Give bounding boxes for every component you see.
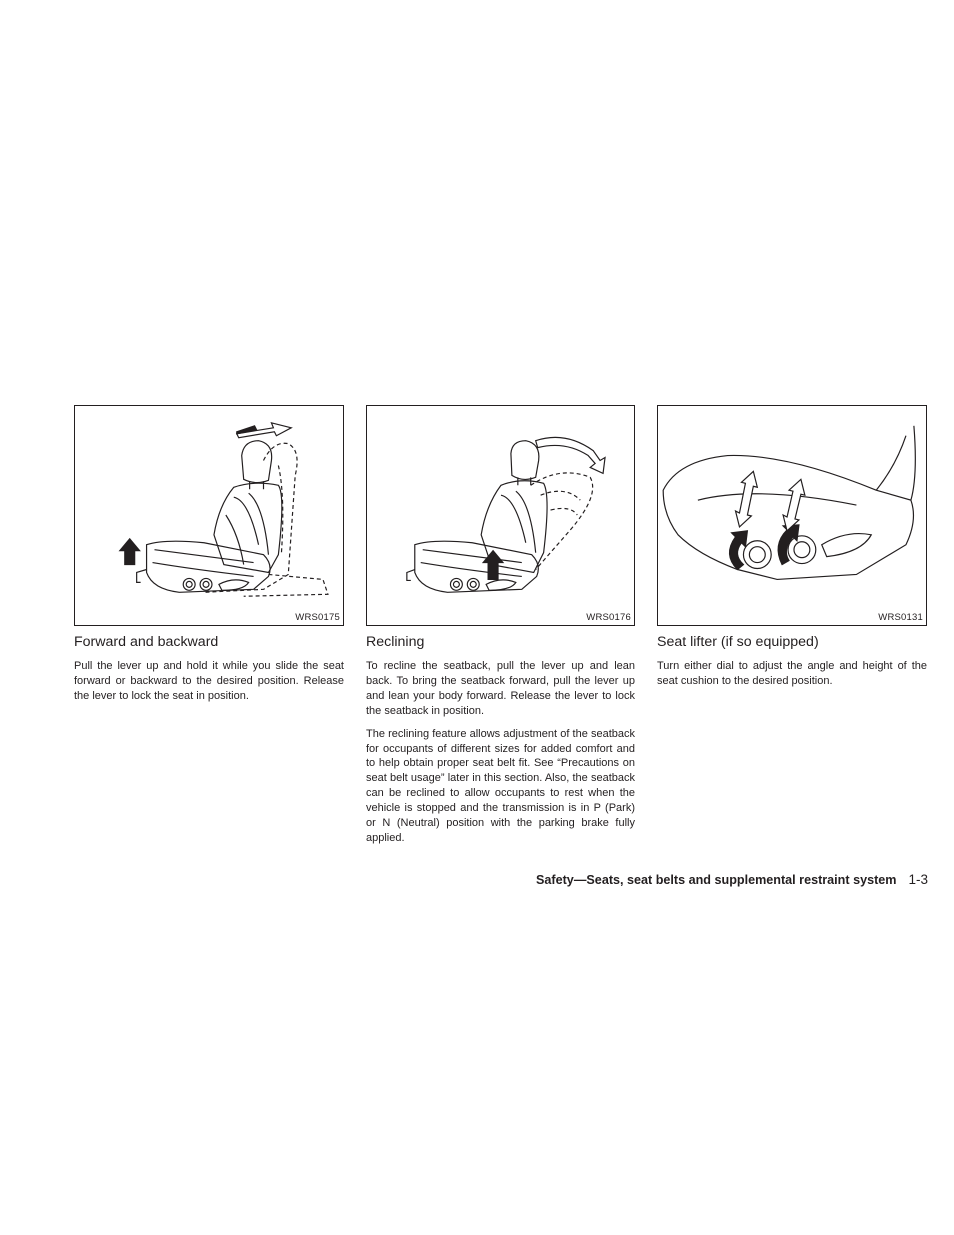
seat-lifter-illustration: [658, 406, 926, 625]
figure-reclining: [366, 405, 635, 626]
column-reclining: [366, 405, 635, 846]
footer-section-title: Safety—Seats, seat belts and supplemental restraint system: [536, 873, 897, 887]
body-paragraph: The reclining feature allows adjustment of the seatback for occupants of different sizes for added comfort and to help obtain proper seat belt fit. See “Precautions on seat belt usage” later in this section. Also, the seatback can be reclined to allow occupants to rest when the vehicle is stopped and the transmission is in P (Park) or N (Neutral) position with the parking brake fully applied.: [366, 727, 635, 844]
column-seat-lifter: [657, 405, 927, 689]
seat-slide-illustration: [75, 406, 343, 625]
page-footer: [536, 872, 928, 887]
section-heading: Forward and backward: [74, 634, 219, 650]
section-heading: Reclining: [366, 634, 425, 650]
body-paragraph: Pull the lever up and hold it while you slide the seat forward or backward to the desired position. Release the lever to lock the seat in position.: [74, 660, 344, 702]
figure-seat-lifter: [657, 405, 927, 626]
figure-code: WRS0175: [295, 612, 340, 623]
column-forward-backward: [74, 405, 344, 704]
seat-recline-illustration: [367, 406, 634, 625]
figure-code: WRS0131: [878, 612, 923, 623]
figure-code: WRS0176: [586, 612, 631, 623]
figure-forward-backward: [74, 405, 344, 626]
body-paragraph: Turn either dial to adjust the angle and height of the seat cushion to the desired position.: [657, 660, 927, 687]
page-number: 1-3: [908, 872, 928, 887]
body-paragraph: To recline the seatback, pull the lever up and lean back. To bring the seatback forward, pull the lever up and lean your body forward. Release the lever to lock the seatback in position.: [366, 660, 635, 717]
section-heading: Seat lifter (if so equipped): [657, 634, 819, 650]
